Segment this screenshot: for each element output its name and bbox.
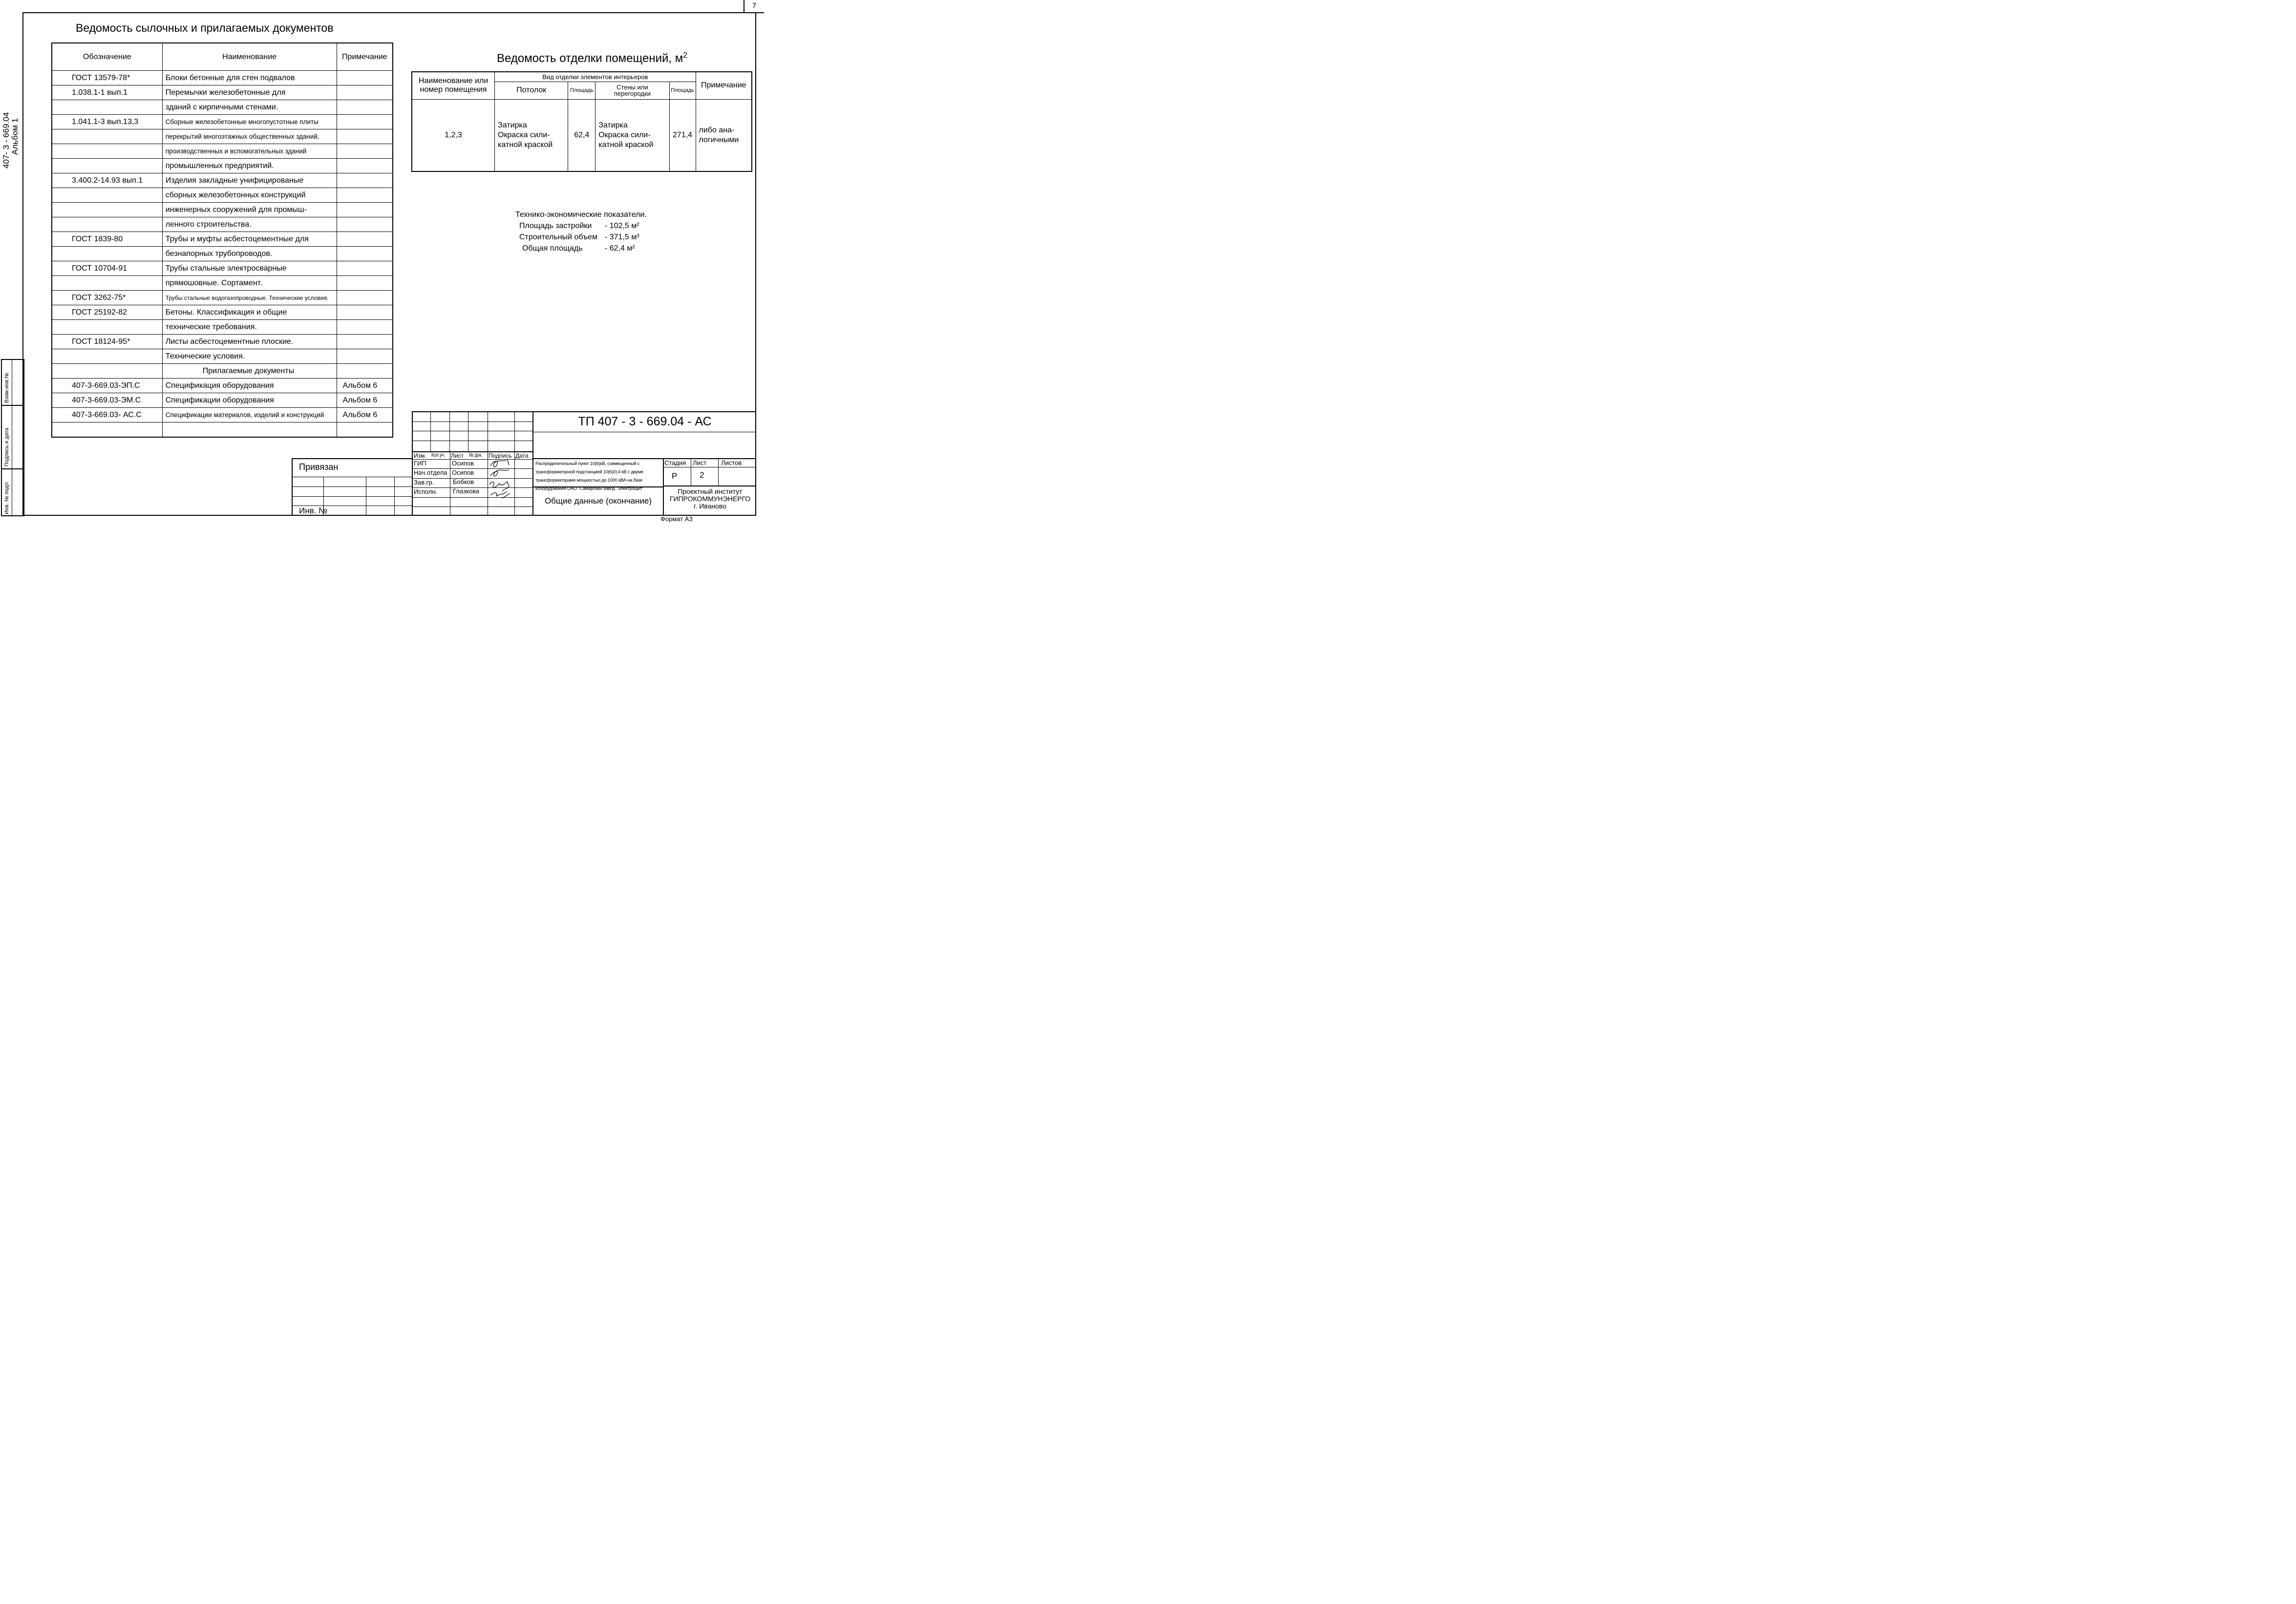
docs-note (337, 320, 393, 335)
docs-row (52, 85, 393, 100)
docs-name: прямошовные. Сортамент. (162, 276, 337, 291)
org-line2: ГИПРОКОММУНЭНЕРГО (669, 495, 751, 503)
docs-row (52, 144, 393, 159)
finish-header-room: Наименование или номер помещения (412, 72, 495, 99)
docs-row (52, 71, 393, 85)
role-gip: ГИП (414, 460, 426, 467)
finish-header-walls: Стены или перегородки (595, 82, 669, 99)
tep-label-1: Площадь застройки (519, 222, 592, 230)
privyazan-block (292, 458, 413, 516)
docs-name: Изделия закладные унифицированые (162, 173, 337, 188)
docs-name: промышленных предприятий. (162, 159, 337, 173)
finish-ceiling-line1: Затирка (498, 121, 527, 129)
docs-note (337, 115, 393, 129)
tep-block (515, 209, 647, 254)
docs-designation: 407-3-669.03- АС.С (52, 408, 162, 422)
docs-note (337, 349, 393, 364)
side-label-line2: Альбом 1 (10, 118, 20, 155)
org-line1: Проектный институт (678, 487, 743, 495)
finish-ceiling-line3: катной краской (498, 140, 553, 149)
finish-walls-line3: катной краской (598, 140, 654, 149)
tep-value-1: - 102,5 м² (605, 222, 639, 230)
tep-value-2: - 371,5 м³ (605, 233, 639, 241)
docs-name: перекрытий многоэтажных общественных зданий, (162, 129, 337, 144)
finish-title (497, 51, 687, 65)
side-stamp-inv: Инв. № подл. (4, 481, 10, 514)
doc-code: ТП 407 - 3 - 669.04 - АС (578, 415, 712, 428)
docs-name: Бетоны. Классификация и общие (162, 305, 337, 320)
tep-value-3: - 62,4 м² (605, 244, 635, 253)
docs-header-note: Примечание (337, 43, 393, 71)
name-ispoln: Глазкова (453, 487, 479, 495)
docs-header-designation: Обозначение (52, 43, 162, 71)
docs-note (337, 129, 393, 144)
inv-no-label: Инв. № (299, 506, 328, 515)
role-zav: Зав.гр. (414, 479, 434, 486)
docs-note (337, 291, 393, 305)
privyazan-label: Привязан (299, 462, 339, 472)
sheet-title: Общие данные (окончание) (544, 496, 652, 506)
docs-row (52, 247, 393, 261)
docs-name: инженерных сооружений для промыш- (162, 203, 337, 217)
docs-name: Прилагаемые документы (162, 364, 337, 379)
docs-row (52, 335, 393, 349)
finish-header-group: Вид отделки элементов интерьеров (495, 72, 696, 82)
finish-note (696, 99, 752, 171)
finish-ceiling (495, 99, 568, 171)
docs-name: Сборные железобетонные многопустотные плиты (162, 115, 337, 129)
docs-designation (52, 159, 162, 173)
docs-row (52, 408, 393, 422)
docs-row (52, 276, 393, 291)
docs-designation: ГОСТ 1839-80 (52, 232, 162, 247)
tep-label-3: Общая площадь (522, 244, 583, 253)
col-list: Лист (451, 452, 464, 459)
docs-note (337, 247, 393, 261)
docs-row (52, 173, 393, 188)
sheet-value: 2 (700, 470, 704, 480)
docs-designation (52, 203, 162, 217)
docs-designation: ГОСТ 25192-82 (52, 305, 162, 320)
docs-row (52, 364, 393, 379)
docs-designation (52, 364, 162, 379)
org-line3: г. Иваново (694, 502, 726, 510)
name-zav: Бобков (453, 478, 474, 485)
docs-note: Альбом 6 (337, 408, 393, 422)
docs-designation (52, 100, 162, 115)
docs-row (52, 349, 393, 364)
revision-grid (413, 412, 532, 516)
docs-note (337, 173, 393, 188)
finish-ceiling-area: 62,4 (568, 99, 595, 171)
docs-note (337, 335, 393, 349)
docs-row (52, 393, 393, 408)
docs-row (52, 320, 393, 335)
side-label (2, 112, 20, 169)
sheets-label: Листов (721, 459, 742, 466)
docs-name: Листы асбестоцементные плоские. (162, 335, 337, 349)
docs-name (162, 422, 337, 438)
docs-note (337, 276, 393, 291)
name-gip: Осипов (452, 460, 474, 467)
project-description: Распределительный пункт 10(6)кВ, совмещенный с трансформаторной подстанцией 10(6)/0,4 кВ с двумя трансформаторами мощностью до 1000 кВА на базе коборудования ОАО "Самарский завод "Электрощит" (535, 461, 644, 491)
docs-designation (52, 276, 162, 291)
docs-name: зданий с кирпичными стенами. (162, 100, 337, 115)
docs-designation (52, 349, 162, 364)
col-podpis: Подпись (489, 452, 512, 459)
docs-row (52, 232, 393, 247)
docs-designation: ГОСТ 3262-75* (52, 291, 162, 305)
docs-note (337, 232, 393, 247)
docs-row (52, 422, 393, 438)
title-block (412, 411, 755, 516)
finish-note-line1: либо ана- (699, 126, 735, 134)
docs-header-name: Наименование (162, 43, 337, 71)
tep-title: Технико-экономические показатели. (515, 211, 647, 219)
stage-value: Р (672, 471, 678, 481)
docs-note (337, 422, 393, 438)
docs-designation (52, 129, 162, 144)
signatures (488, 457, 515, 501)
side-stamp-vzam: Взам.инв.№ (4, 372, 10, 403)
docs-designation: 407-3-669.03-ЭМ.С (52, 393, 162, 408)
docs-row (52, 203, 393, 217)
finish-header-area: Площадь (568, 82, 595, 99)
docs-row (52, 379, 393, 393)
docs-designation (52, 320, 162, 335)
docs-note (337, 364, 393, 379)
docs-row (52, 100, 393, 115)
stage-label: Стадия (664, 459, 686, 466)
side-stamp (1, 359, 24, 516)
docs-row (52, 188, 393, 203)
finish-walls (595, 99, 669, 171)
docs-designation: ГОСТ 10704-91 (52, 261, 162, 276)
docs-note (337, 188, 393, 203)
role-nach: Нач.отдела (414, 469, 447, 476)
docs-name: ленного строительства. (162, 217, 337, 232)
docs-note (337, 144, 393, 159)
docs-designation (52, 144, 162, 159)
docs-note: Альбом 6 (337, 379, 393, 393)
docs-row (52, 305, 393, 320)
docs-name: Технические условия. (162, 349, 337, 364)
docs-name: технические требования. (162, 320, 337, 335)
docs-designation (52, 247, 162, 261)
docs-note (337, 217, 393, 232)
docs-note (337, 85, 393, 100)
docs-note (337, 203, 393, 217)
col-koluch: Кол.уч. (431, 452, 446, 458)
docs-name: Трубы стальные электросварные (162, 261, 337, 276)
finish-title-text: Ведомость отделки помещений, м (497, 52, 683, 65)
docs-designation: 407-3-669.03-ЭП.С (52, 379, 162, 393)
docs-designation: 1.038.1-1 вып.1 (52, 85, 162, 100)
tep-label-2: Строительный объем (519, 233, 597, 241)
docs-title: Ведомость сылочных и прилагаемых документов (76, 21, 334, 34)
docs-name: Трубы и муфты асбестоцементные для (162, 232, 337, 247)
docs-name: Спецификации материалов, изделий и конструкций (162, 408, 337, 422)
docs-note (337, 71, 393, 85)
finish-walls-line1: Затирка (598, 121, 628, 129)
col-data: Дата (515, 452, 529, 459)
docs-row (52, 115, 393, 129)
title-block-right (532, 412, 756, 516)
finish-ceiling-line2: Окраска сили- (498, 130, 550, 139)
docs-row (52, 129, 393, 144)
docs-row (52, 159, 393, 173)
docs-designation (52, 217, 162, 232)
docs-name: Спецификация оборудования (162, 379, 337, 393)
docs-note (337, 305, 393, 320)
docs-note: Альбом 6 (337, 393, 393, 408)
side-stamp-sign: Подпись и дата (4, 427, 10, 466)
docs-note (337, 261, 393, 276)
finish-room: 1,2,3 (412, 99, 495, 171)
format-label: Формат А3 (660, 515, 693, 523)
docs-designation: ГОСТ 18124-95* (52, 335, 162, 349)
col-izm: Изм. (414, 452, 426, 459)
docs-row (52, 261, 393, 276)
finish-header-area2: Площадь (669, 82, 696, 99)
docs-name: производственных и вспомогательных зданий (162, 144, 337, 159)
docs-name: Спецификации оборудования (162, 393, 337, 408)
docs-designation: 1.041.1-3 вып.13,3 (52, 115, 162, 129)
finish-note-line2: логичными (699, 135, 739, 144)
docs-note (337, 159, 393, 173)
docs-name: Трубы стальные водогазопроводные. Технические условия. (162, 291, 337, 305)
docs-row (52, 217, 393, 232)
docs-table (51, 42, 393, 438)
name-nach: Осипов (452, 469, 474, 476)
col-ndok: № док. (469, 452, 483, 458)
docs-note (337, 100, 393, 115)
docs-name: Блоки бетонные для стен подвалов (162, 71, 337, 85)
docs-designation: 3.400.2-14.93 вып.1 (52, 173, 162, 188)
sheet-label: Лист (693, 459, 707, 466)
docs-designation: ГОСТ 13579-78* (52, 71, 162, 85)
page-number: 7 (744, 0, 764, 13)
docs-name: сборных железобетонных конструкций (162, 188, 337, 203)
docs-name: безнапорных трубопроводов. (162, 247, 337, 261)
role-ispoln: Исполн. (414, 488, 438, 495)
side-label-line1: 407- 3 - 669.04 (1, 112, 11, 169)
finish-table (411, 71, 752, 172)
finish-walls-line2: Окраска сили- (598, 130, 651, 139)
docs-row (52, 291, 393, 305)
docs-name: Перемычки железобетонные для (162, 85, 337, 100)
docs-designation (52, 422, 162, 438)
docs-designation (52, 188, 162, 203)
finish-header-ceiling: Потолок (495, 82, 568, 99)
finish-title-sup: 2 (683, 51, 688, 60)
finish-walls-area: 271,4 (669, 99, 696, 171)
finish-header-note: Примечание (696, 72, 752, 99)
organization (664, 488, 756, 510)
